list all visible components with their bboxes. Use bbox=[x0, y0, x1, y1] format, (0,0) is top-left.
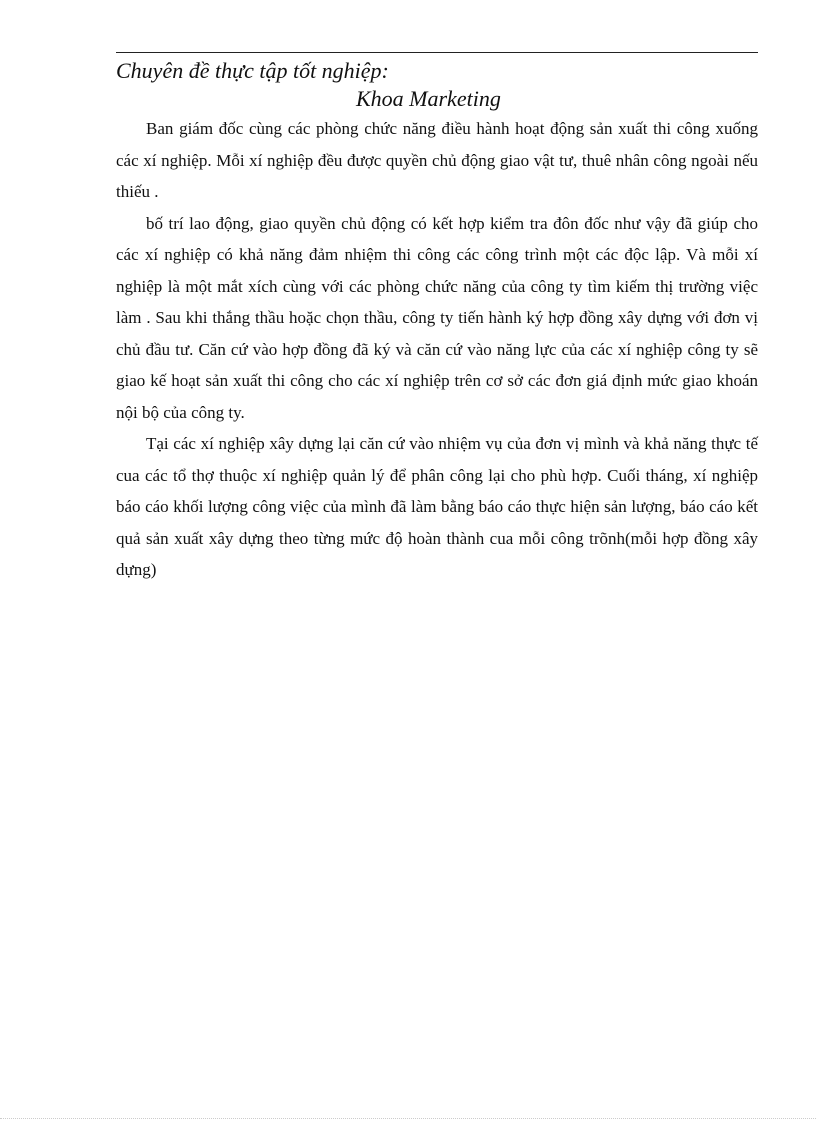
header-subtitle: Khoa Marketing bbox=[356, 86, 501, 111]
header-rule bbox=[116, 52, 758, 53]
body-text bbox=[116, 113, 758, 586]
page-bottom-edge bbox=[0, 1118, 816, 1119]
paragraph: bố trí lao động, giao quyền chủ động có kết hợp kiểm tra đôn đốc như vậy đã giúp cho các xí nghiệp có khả năng đảm nhiệm thi công các công trình một các độc lập. Và mỗi xí nghiệp là một mắt xích cùng với các phòng chức năng của công ty tìm kiếm thị trường việc làm . Sau khi thắng thầu hoặc chọn thầu, công ty tiến hành ký hợp đồng xây dựng với đơn vị chủ đầu tư. Căn cứ vào hợp đồng đã ký và căn cứ vào năng lực của các xí nghiệp công ty sẽ giao kế hoạt sản xuất thi công cho các xí nghiệp trên cơ sở các đơn giá định mức giao khoán nội bộ của công ty. bbox=[116, 213, 758, 422]
header-title: Chuyên đề thực tập tốt nghiệp: bbox=[116, 58, 389, 83]
paragraph: Tại các xí nghiệp xây dựng lại căn cứ vào nhiệm vụ của đơn vị mình và khả năng thực tế cua các tổ thợ thuộc xí nghiệp quản lý để phân công lại cho phù hợp. Cuối tháng, xí nghiệp báo cáo khối lượng công việc của mình đã làm bằng báo cáo thực hiện sản lượng, báo cáo kết quả sản xuất xây dựng theo từng mức độ hoàn thành cua mỗi công trõnh(mỗi hợp đồng xây dựng) bbox=[116, 434, 758, 579]
paragraph: Ban giám đốc cùng các phòng chức năng điều hành hoạt động sản xuất thi công xuống các xí nghiệp. Mỗi xí nghiệp đều được quyền chủ động giao vật tư, thuê nhân công ngoài nếu thiếu . bbox=[116, 119, 758, 201]
